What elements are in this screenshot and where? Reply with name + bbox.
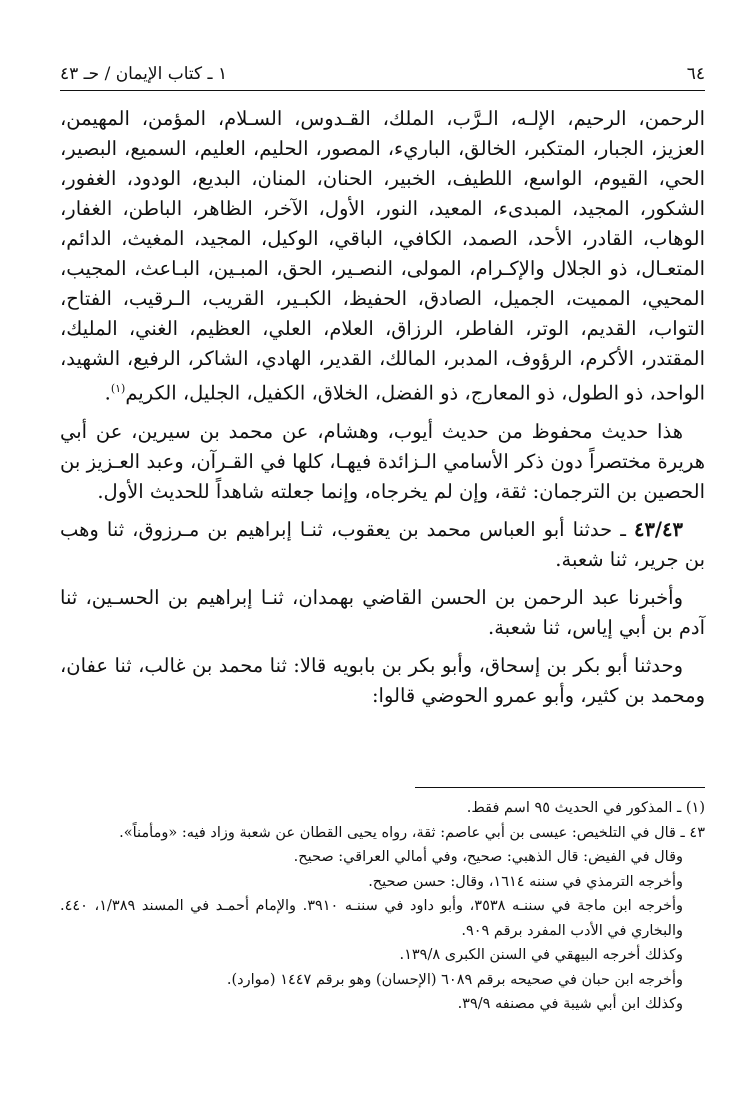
- running-title: ١ ـ كتاب الإيمان / حـ ٤٣: [60, 64, 228, 84]
- footnote-ibn-abi-shaybah: وكذلك ابن أبي شيبة في مصنفه ٣٩/٩.: [457, 996, 683, 1012]
- footnote-ibn-hibban: وأخرجه ابن حبان في صحيحه برقم ٦٠٨٩ (الإحسان) وهو برقم ١٤٤٧ (موارد).: [226, 971, 683, 988]
- footnote-faid: وقال في الفيض: قال الذهبي: صحيح، وفي أمالي العراقي: صحيح.: [293, 849, 683, 865]
- footnote-tirmidhi: وأخرجه الترمذي في سننه ١٦١٤، وقال: حسن صحيح.: [368, 873, 683, 890]
- book-page: [60, 60, 705, 1060]
- footnote-rule: [415, 787, 705, 788]
- footnotes: [60, 796, 705, 1017]
- page-number: ٦٤: [686, 64, 705, 84]
- commentary-paragraph: هذا حديث محفوظ من حديث أيوب، وهشام، عن محمد بن سيرين، عن أبي هريرة مختصراً دون ذكر الأسامي الـزائدة فيهـا، كلها في القـرآن، وعبد العـزيز بن الحصين بن الترجمان: ثقة، وإن لم يخرجاه، وإنما جعلته شاهداً للحديث الأول.: [60, 419, 705, 503]
- running-head: [60, 60, 705, 88]
- footnote-marker-1: (١): [110, 382, 126, 395]
- chain-paragraph-2: وأخبرنا عبد الرحمن بن الحسن القاضي بهمدان، ثنـا إبراهيم بن الحسـين، ثنا آدم بن أبي إياس، ثنا شعبة.: [60, 585, 705, 639]
- divine-names-text: الرحمن، الرحيم، الإلـه، الـرَّب، الملك، القـدوس، السـلام، المؤمن، المهيمن، العزيز، الجبار، المتكبر، الخالق، الباريء، المصور، الحليم، العليم، السميع، البصير، الحي، القيوم، الواسع، اللطيف، الخبير، الحنان، المنان، البديع، الودود، الغفور، الشكور، المجيد، المبدىء، المعيد، النور، الأول، الآخر، الظاهر، الباطن، الغفار، الوهاب، القادر، الأحد، الصمد، الكافي، الباقي، الوكيل، المجيد، المغيث، الدائم، المتعـال، ذو الجلال والإكـرام، المولى، النصـير، الحق، المبـين، البـاعث، المجيب، المحيي، المميت، الجميل، الصادق، الحفيظ، الكبـير، القريب، الـرقيب، الفتاح، التواب، القديم، الوتر، الفاطر، الرزاق، العلام، العلي، العظيم، الغني، المليك، المقتدر، الأكرم، الرؤوف، المدبر، المالك، القدير، الهادي، الشاكر، الرفيع، الشهيد، الواحد، ذو الطول، ذو المعارج، ذو الفضل، الخلاق، الكفيل، الجليل، الكريم: [60, 107, 705, 405]
- hadith-number: ٤٣/٤٣: [633, 517, 683, 541]
- chain-paragraph-3: وحدثنا أبو بكر بن إسحاق، وأبو بكر بن بابويه قالا: ثنا محمد بن غالب، ثنا عفان، ومحمد بن كثير، وأبو عمرو الحوضي قالوا:: [60, 653, 705, 707]
- footnote-1: (١) ـ المذكور في الحديث ٩٥ اسم فقط.: [466, 800, 705, 816]
- divine-names-paragraph: الرحمن، الرحيم، الإلـه، الـرَّب، الملك، القـدوس، السـلام، المؤمن، المهيمن، العزيز، الجبار، المتكبر، الخالق، الباريء، المصور، الحليم، العليم، السميع، البصير، الحي، القيوم، الواسع، اللطيف، الخبير، الحنان، المنان، البديع، الودود، الغفور، الشكور، المجيد، المبدىء، المعيد، النور، الأول، الآخر، الظاهر، الباطن، الغفار، الوهاب، القادر، الأحد، الصمد، الكافي، الباقي، الوكيل، المجيد، المغيث، الدائم، المتعـال، ذو الجلال والإكـرام، المولى، النصـير، الحق، المبـين، البـاعث، المجيب، المحيي، المميت، الجميل، الصادق، الحفيظ، الكبـير، القريب، الـرقيب، الفتاح، التواب، القديم، الوتر، الفاطر، الرزاق، العلام، العلي، العظيم، الغني، المليك، المقتدر، الأكرم، الرؤوف، المدبر، المالك، القدير، الهادي، الشاكر، الرفيع، الشهيد، الواحد، ذو الطول، ذو المعارج، ذو الفضل، الخلاق، الكفيل، الجليل، الكريم$^{(١)}$.: [60, 107, 705, 405]
- hadith-43-paragraph: [60, 515, 705, 575]
- hadith-text: ـ حدثنا أبو العباس محمد بن يعقوب، ثنـا إبراهيم بن مـرزوق، ثنا وهب بن جرير، ثنا شعبة.: [60, 517, 705, 571]
- footnote-bayhaqi: وكذلك أخرجه البيهقي في السنن الكبرى ١٣٩/٨.: [399, 947, 683, 963]
- main-text: [60, 104, 705, 719]
- header-rule: [60, 90, 705, 91]
- footnote-43-head: ٤٣ ـ قال في التلخيص: عيسى بن أبي عاصم: ثقة، رواه يحيى القطان عن شعبة وزاد فيه: «ومأمناً».: [119, 824, 705, 841]
- footnote-ibn-majah: وأخرجه ابن ماجة في سننـه ٣٥٣٨، وأبو داود في سننـه ٣٩١٠. والإمام أحمـد في المسند ١/٣٨٩، ٤٤٠. والبخاري في الأدب المفرد برقم ٩٠٩.: [60, 898, 683, 939]
